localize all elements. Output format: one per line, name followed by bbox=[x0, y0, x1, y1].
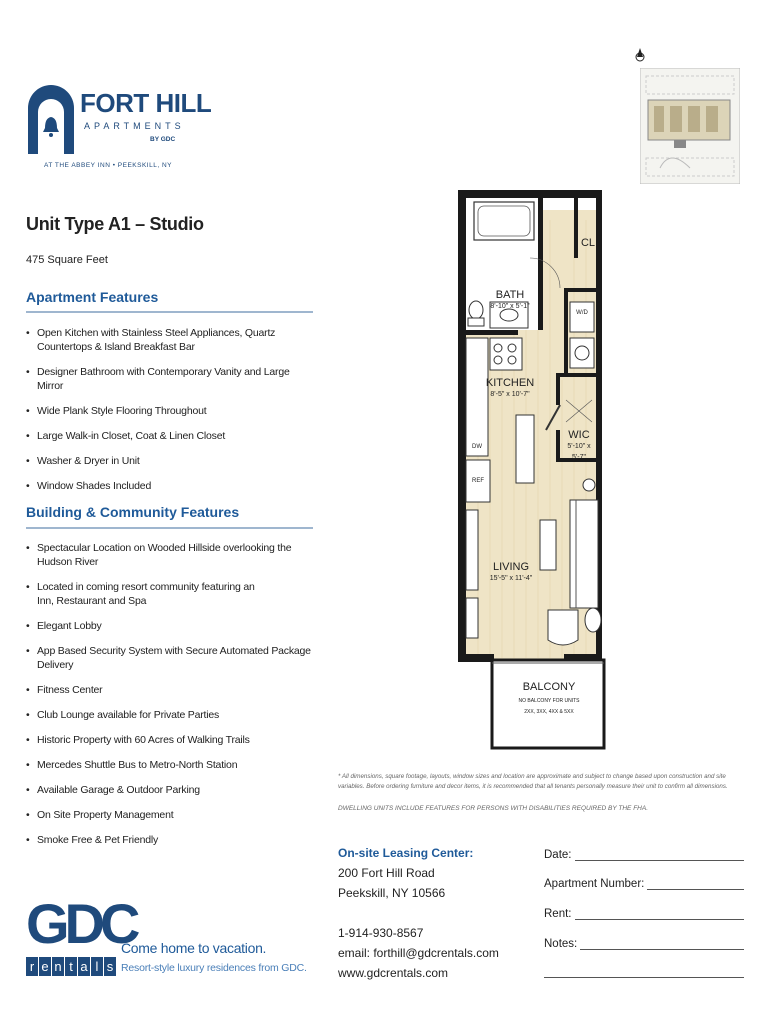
list-item: • Open Kitchen with Stainless Steel Appliances, Quartz Countertops & Island Breakfast Bar bbox=[26, 326, 306, 354]
leasing-address-1: 200 Fort Hill Road bbox=[338, 866, 435, 880]
building-features-rule bbox=[26, 527, 313, 529]
closet-label: CL bbox=[580, 237, 596, 249]
disclaimer-text: * All dimensions, square footage, layouts, window sizes and location are approximate and subject to change based upon construction and site variables. Before ordering furniture and decor items, it is recommended that all tenants personally measure their unit to confirm all dimensions. bbox=[338, 773, 728, 790]
wic-label: WIC 5'-10" x 5'-7" bbox=[567, 429, 591, 461]
gdc-letters: GDC bbox=[26, 892, 136, 955]
building-features-heading: Building & Community Features bbox=[26, 504, 240, 520]
notes-field[interactable]: Notes: bbox=[544, 937, 744, 950]
leasing-heading: On-site Leasing Center: bbox=[338, 846, 474, 860]
list-item: • Located in coming resort community featuring an Inn, Restaurant and Spa bbox=[26, 580, 257, 608]
list-item: • App Based Security System with Secure Automated Package Delivery bbox=[26, 644, 326, 672]
unit-title: Unit Type A1 – Studio bbox=[26, 214, 204, 234]
fort-hill-logo bbox=[26, 74, 212, 174]
north-arrow-icon bbox=[634, 46, 646, 64]
list-item: • Large Walk-in Closet, Coat & Linen Closet bbox=[26, 429, 306, 443]
leasing-phone[interactable]: 1-914-930-8567 bbox=[338, 926, 424, 940]
list-item: • Window Shades Included bbox=[26, 479, 306, 493]
dishwasher-label: DW bbox=[472, 444, 482, 450]
list-item: • Available Garage & Outdoor Parking bbox=[26, 783, 326, 797]
logo-name: FORT HILL bbox=[80, 88, 212, 118]
list-item: • Wide Plank Style Flooring Throughout bbox=[26, 404, 306, 418]
list-item: • Designer Bathroom with Contemporary Vanity and Large Mirror bbox=[26, 365, 306, 393]
living-label: LIVING 15'-5" x 11'-4" bbox=[489, 561, 533, 582]
logo-location: AT THE ABBEY INN • PEEKSKILL, NY bbox=[44, 162, 172, 169]
list-item: • Historic Property with 60 Acres of Walking Trails bbox=[26, 733, 326, 747]
gdc-subtagline: Resort-style luxury residences from GDC. bbox=[121, 962, 307, 974]
logo-subname: APARTMENTS bbox=[84, 121, 185, 131]
leasing-email[interactable]: email: forthill@gdcrentals.com bbox=[338, 946, 499, 960]
gdc-tagline: Come home to vacation. bbox=[121, 940, 267, 956]
apartment-features-heading: Apartment Features bbox=[26, 289, 159, 305]
list-item: • Mercedes Shuttle Bus to Metro-North Station bbox=[26, 758, 326, 772]
list-item: • Spectacular Location on Wooded Hillside overlooking the Hudson River bbox=[26, 541, 326, 569]
balcony-label: BALCONY NO BALCONY FOR UNITS 2XX, 3XX, 4XX & 5XX bbox=[518, 681, 580, 715]
logo-by: BY GDC bbox=[150, 136, 176, 143]
apartment-number-field[interactable]: Apartment Number: bbox=[544, 877, 744, 890]
building-features-list bbox=[26, 541, 326, 858]
list-item: • Fitness Center bbox=[26, 683, 326, 697]
apartment-features-list bbox=[26, 326, 306, 504]
list-item: • Elegant Lobby bbox=[26, 619, 326, 633]
washer-dryer-label: W/D bbox=[576, 310, 588, 316]
unit-sqft: 475 Square Feet bbox=[26, 254, 108, 266]
apartment-features-rule bbox=[26, 311, 313, 313]
date-field[interactable]: Date: bbox=[544, 848, 744, 861]
leasing-website[interactable]: www.gdcrentals.com bbox=[338, 966, 449, 980]
floor-plan bbox=[456, 190, 606, 750]
list-item: • Washer & Dryer in Unit bbox=[26, 454, 306, 468]
arch-bell-icon bbox=[26, 74, 76, 156]
kitchen-label: KITCHEN 8'-5" x 10'-7" bbox=[485, 377, 535, 398]
fha-note: DWELLING UNITS INCLUDE FEATURES FOR PERSONS WITH DISABILITIES REQUIRED BY THE FHA. bbox=[338, 805, 648, 812]
rentals-wordmark: r e n t a l s bbox=[26, 957, 116, 976]
list-item: • Club Lounge available for Private Parties bbox=[26, 708, 326, 722]
leasing-address-2: Peekskill, NY 10566 bbox=[338, 886, 446, 900]
rent-field[interactable]: Rent: bbox=[544, 907, 744, 920]
list-item: • Smoke Free & Pet Friendly bbox=[26, 833, 326, 847]
gdc-logo bbox=[26, 892, 136, 980]
notes-extra-line[interactable] bbox=[544, 977, 744, 978]
bath-label: BATH 8'-10" x 5'-1" bbox=[490, 289, 530, 310]
list-item: • On Site Property Management bbox=[26, 808, 326, 822]
fridge-label: REF bbox=[472, 478, 484, 484]
site-plan-thumbnail bbox=[640, 46, 740, 184]
